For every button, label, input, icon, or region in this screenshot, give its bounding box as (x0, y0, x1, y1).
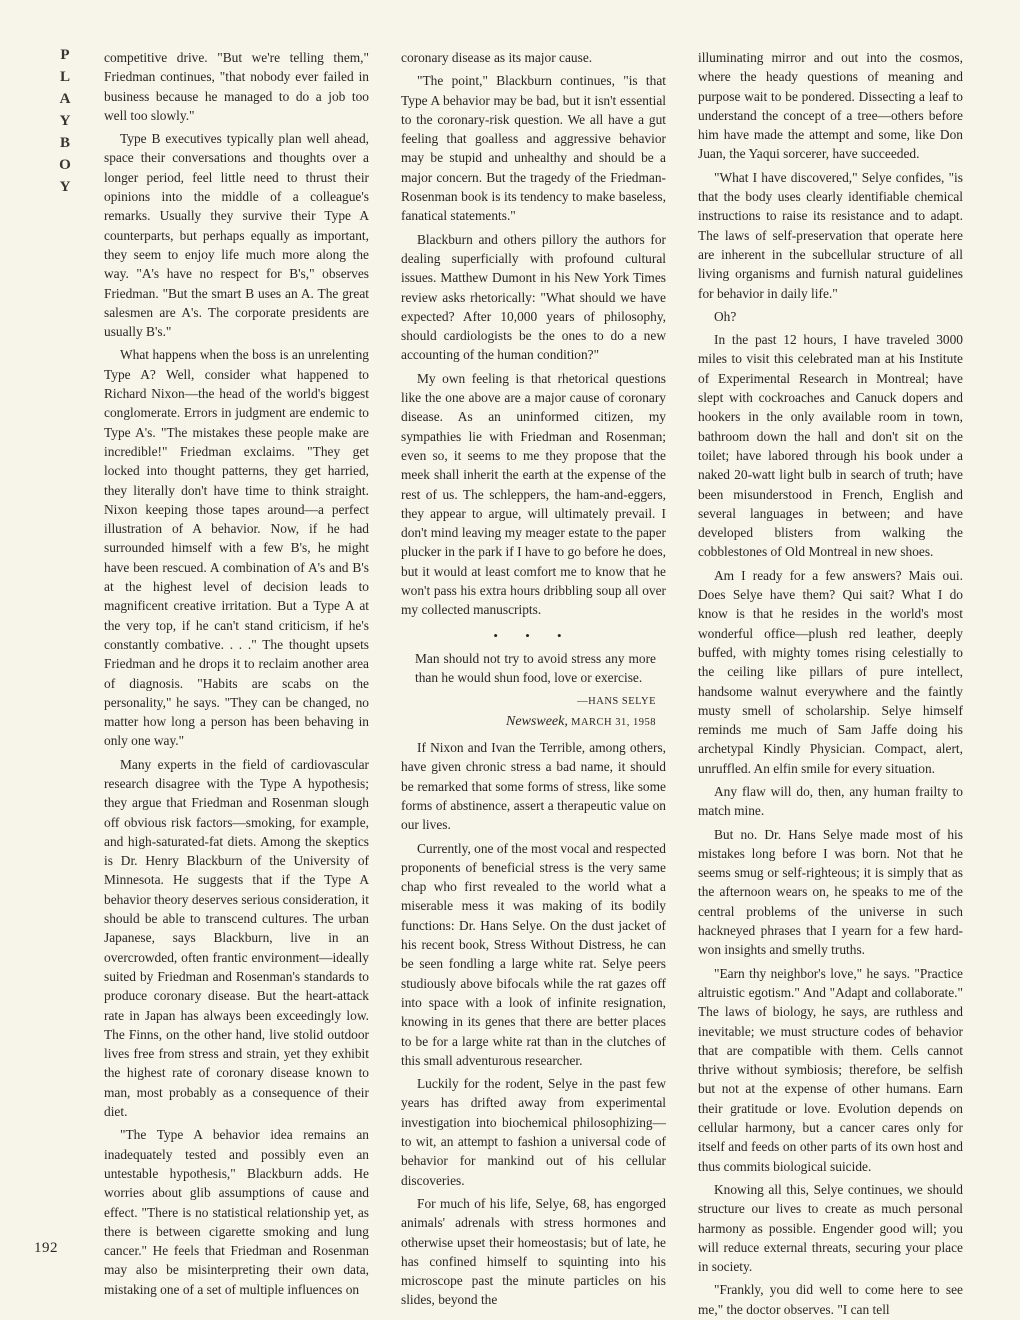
paragraph: What happens when the boss is an unrelenting Type A? Well, consider what happened to Richard Nixon—the head of the world's biggest conglomerate. Errors in judgment are endemic to Type A's. "The mistakes these people make are incredible!" Friedman exclaims. "They get locked into thought patterns, they get harried, they literally don't have time to think straight. Nixon keeping those tapes around—a perfect illustration of A behavior. Now, if he had surrounded himself with a few B's, he might have been rescued. A combination of A's and B's at the highest level of decision leads to magnificent creative irritation. But a Type A at the very top, if he can't stand criticism, if he's constantly combative. . . ." The thought upsets Friedman and he drops it to reclaim another area of diagnosis. "Habits are scabs on the personality," he says. "They can be changed, no matter how long a person has been behaving in only one way." (104, 347, 369, 749)
paragraph: In the past 12 hours, I have traveled 3000 miles to visit this celebrated man at his Institute of Experimental Research in Montreal; have slept with cockroaches and Canuck dopers and hookers in the only available room in town, bathroom down the hall and don't sit on the toilet; have labored through his book under a naked 20-watt light bulb in search of truth; have been misunderstood in French, English and several languages in between; and have developed blisters from walking the cobblestones of Old Montreal in new shoes. (698, 332, 963, 560)
magazine-letter: L (59, 69, 70, 85)
epigraph-author: —HANS SELYE (577, 695, 656, 707)
paragraph: Knowing all this, Selye continues, we should structure our lives to create as much personal harmony as possible. Engender good will; you will reduce external threats, securing your place in society. (698, 1181, 963, 1275)
paragraph: But no. Dr. Hans Selye made most of his mistakes long before I was born. Not that he seems smug or self-righteous; it is simply that as the afternoon wears on, he speaks to me of the central problems of the universe in such hackneyed phrases that I yearn for a few hard-won insights and smelly truths. (698, 826, 963, 958)
paragraph: Type B executives typically plan well ahead, space their conversations and thoughts over a longer period, feel little need to thrust their opinions into the middle of a colleague's remarks. Usually they survive their Type A counterparts, but perhaps equally as important, they seem to enjoy life much more along the way. "A's have no respect for B's," observes Friedman. "But the smart B uses an A. The great salesmen are A's. The corporate presidents are usually B's." (104, 131, 369, 340)
column-2 (401, 48, 667, 1308)
magazine-letter: P (60, 47, 70, 63)
paragraph: competitive drive. "But we're telling them," Friedman continues, "that nobody ever failed in business because he managed to do a job too well too slowly." (104, 50, 369, 123)
column-1 (104, 48, 369, 1297)
paragraph: "The point," Blackburn continues, "is that Type A behavior may be bad, but it isn't essential to the coronary-risk question. We all have a gut feeling that goalless and aggressive behavior may be stupid and unhealthy and should be a major concern. But the tragedy of the Friedman-Rosenman book is its tendency to make baseless, fanatical statements." (401, 73, 666, 224)
magazine-letter: Y (59, 179, 71, 195)
paragraph: coronary disease as its major cause. (401, 50, 593, 65)
paragraph: Currently, one of the most vocal and respected proponents of beneficial stress is the very same chap who first revealed to the world what a miserable mess it was making of its bodily functions: Dr. Hans Selye. On the dust jacket of his recent book, Stress Without Distress, he can be seen fondling a large white rat. Selye peers studiously above bifocals while the rat gazes off into space with a look of infinite resignation, knowing in its genes that there are better places to be for a large white rat than in the clutches of this small adventurous researcher. (401, 840, 667, 1068)
magazine-name-vertical (54, 44, 76, 198)
paragraph: Luckily for the rodent, Selye in the past few years has drifted away from experimental investigation into biochemical philosophizing—to wit, an attempt to fashion a universal code of behavior for mankind out of his cellular discoveries. (401, 1076, 666, 1188)
epigraph-quote: Man should not try to avoid stress any more than he would shun food, love or exercise. (415, 650, 656, 686)
page-number: 192 (34, 1240, 58, 1256)
paragraph: Oh? (714, 308, 737, 324)
article-body (104, 48, 964, 1317)
paragraph: "Earn thy neighbor's love," he says. "Practice altruistic egotism." And "Adapt and collaborate." The laws of biology, he says, are ruthless and inevitable; we must structure codes of behavior that are compatible with them. Cells cannot thrive without symbiosis; therefore, be selfish but not at the expense of other humans. Earn their gratitude or love. Evolution depends on cellular harmony, but a cancer cares only for itself and feeds on other parts of its own host and thus commits biological suicide. (698, 965, 963, 1174)
magazine-letter: Y (59, 113, 71, 129)
column-3 (698, 48, 963, 1317)
paragraph: Blackburn and others pillory the authors for dealing superficially with profound cultural issues. Matthew Dumont in his New York Times review asks rhetorically: "What should we have expected? After 10,000 years of philosophy, should cardiologists be the ones to do a new accounting of the human condition?" (401, 231, 666, 363)
epigraph (415, 649, 656, 732)
paragraph: "The Type A behavior idea remains an inadequately tested and possibly even an untestable hypothesis," Blackburn adds. He worries about glib assumptions of cause and effect. "There is no statistical relationship yet, as there is between cigarette smoking and lung cancer." He feels that Friedman and Rosenman may also be misinterpreting their own data, mistaking one of a set of multiple influences on (104, 1127, 369, 1297)
paragraph: illuminating mirror and out into the cosmos, where the heady questions of meaning and purpose wait to be pondered. Dissecting a leaf to understand the concept of a tree—others before him have made the attempt and some, like Don Juan, the Yaqui sorcerer, have succeeded. (698, 50, 963, 162)
paragraph: "Frankly, you did well to come here to see me," the doctor observes. "I can tell (698, 1282, 963, 1317)
epigraph-source: Newsweek, (506, 713, 568, 729)
magazine-letter: O (59, 157, 71, 173)
magazine-letter: A (59, 91, 71, 107)
epigraph-date: MARCH 31, 1958 (571, 716, 656, 728)
paragraph: My own feeling is that rhetorical questions like the one above are a major cause of coronary disease. As an uninformed citizen, my sympathies lie with Friedman and Rosenman; even so, it seems to me they propose that the meek shall inherit the earth at the expense of the rest of us. The schleppers, the ham-and-eggers, they appear to argue, will ultimately prevail. I don't mind leaving my meager estate to the paper plucker in the park if I have to go before he does, but it would at least comfort me to know that he won't pass his extra hours dribbling soup all over my collected manuscripts. (401, 370, 666, 618)
paragraph: Any flaw will do, then, any human frailty to match mine. (698, 783, 963, 819)
magazine-letter: B (59, 135, 70, 151)
paragraph: "What I have discovered," Selye confides, "is that the body uses clearly identifiable chemical instructions to raise its resistance and to adapt. The laws of self-preservation that operate here are inherent in the subcellular structure of all living organisms and furnish natural guidelines for behavior in daily life." (698, 169, 963, 301)
paragraph: Many experts in the field of cardiovascular research disagree with the Type A hypothesis; they argue that Friedman and Rosenman slough off obvious risk factors—smoking, for example, and high-saturated-fat diets. Among the skeptics is Dr. Henry Blackburn of the University of Minnesota. He suggests that if the Type A behavior theory deserves serious consideration, it should be able to transcend cultures. The urban Japanese, says Blackburn, live in an overcrowded, often frantic environment—ideally suited by Friedman and Rosenman's standards to produce coronary disease. But the heart-attack rate in Japan has always been exceedingly low. The Finns, on the other hand, live stolid outdoor lives free from stress and strain, yet they exhibit the highest rate of coronary disease known to man, most probably as a consequence of their diet. (104, 756, 369, 1120)
epigraph-source-line (415, 711, 656, 732)
paragraph: For much of his life, Selye, 68, has engorged animals' adrenals with stress hormones and otherwise upset their homeostasis; but of late, he has confined himself to squinting into his microscope past the minute particles on his slides, beyond the (401, 1195, 666, 1308)
paragraph: Am I ready for a few answers? Mais oui. Does Selye have them? Qui sait? What I do know is that he resides in the world's most wonderful office—plush red leather, deeply buffed, with mighty tomes rising celestially to the ceiling like pillars of pure intellect, handsome walnut everywhere and the faintly musty smell of scholarship. Selye himself reminds me much of Sam Jaffe doing his archetypal Kindly Physician. Compact, alert, unruffled. An elfin smile for every situation. (698, 567, 963, 776)
paragraph: If Nixon and Ivan the Terrible, among others, have given chronic stress a bad name, it should be remarked that some forms of stress, like some forms of abstinence, assert a therapeutic value on our lives. (401, 740, 666, 833)
section-break-dots: • • • (493, 627, 574, 643)
